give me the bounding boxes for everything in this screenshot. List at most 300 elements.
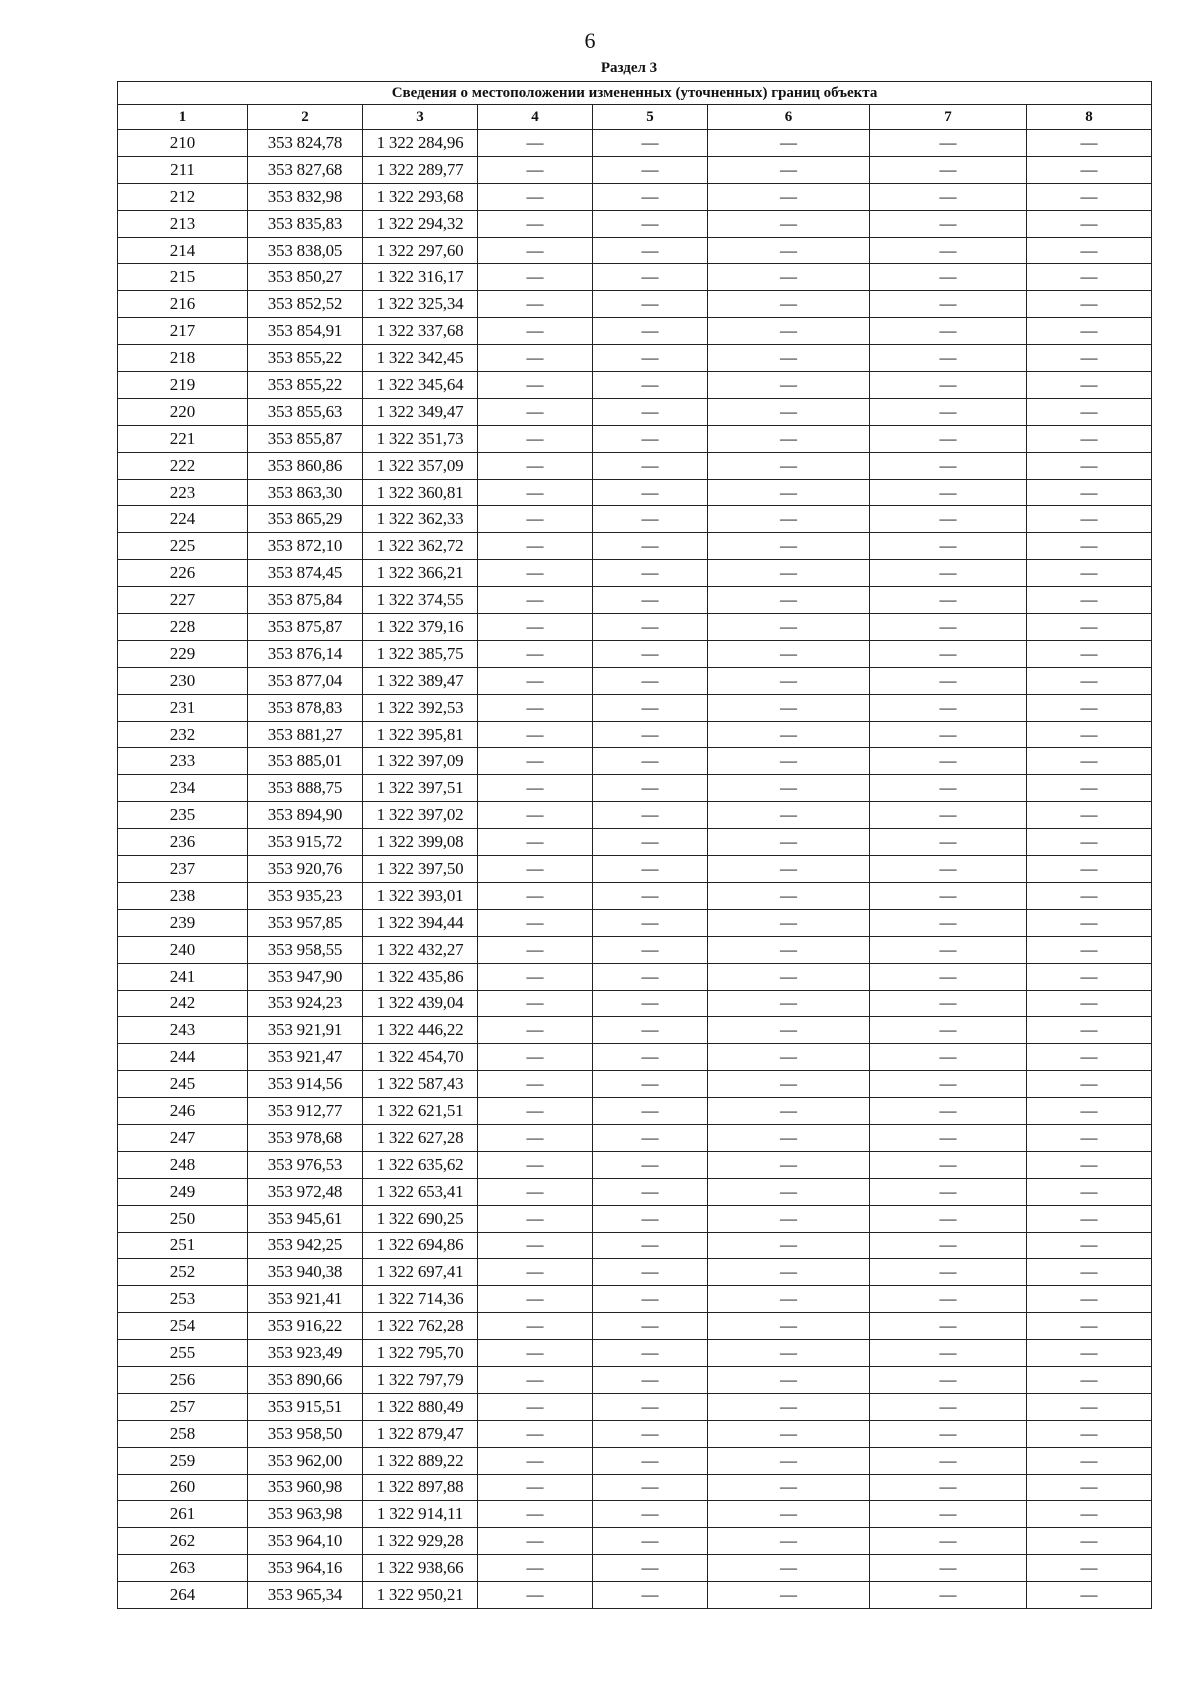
y-coordinate-cell: 1 322 399,08 bbox=[363, 829, 478, 856]
empty-value-cell-col5: — bbox=[593, 802, 708, 829]
y-coordinate-cell: 1 322 797,79 bbox=[363, 1366, 478, 1393]
empty-value-cell-col8: — bbox=[1027, 1044, 1152, 1071]
y-coordinate-cell: 1 322 397,02 bbox=[363, 802, 478, 829]
table-row bbox=[118, 1017, 1152, 1044]
empty-value-cell-col7: — bbox=[870, 1286, 1027, 1313]
empty-value-cell-col6: — bbox=[708, 694, 870, 721]
table-body bbox=[118, 130, 1152, 1609]
empty-value-cell-col5: — bbox=[593, 587, 708, 614]
empty-value-cell-col5: — bbox=[593, 614, 708, 641]
x-coordinate-cell: 353 860,86 bbox=[248, 452, 363, 479]
empty-value-cell-col5: — bbox=[593, 1501, 708, 1528]
y-coordinate-cell: 1 322 439,04 bbox=[363, 990, 478, 1017]
empty-value-cell-col7: — bbox=[870, 1205, 1027, 1232]
y-coordinate-cell: 1 322 297,60 bbox=[363, 237, 478, 264]
empty-value-cell-col7: — bbox=[870, 694, 1027, 721]
x-coordinate-cell: 353 920,76 bbox=[248, 856, 363, 883]
y-coordinate-cell: 1 322 621,51 bbox=[363, 1098, 478, 1125]
empty-value-cell-col5: — bbox=[593, 560, 708, 587]
point-number-cell: 260 bbox=[118, 1474, 248, 1501]
empty-value-cell-col7: — bbox=[870, 1313, 1027, 1340]
empty-value-cell-col6: — bbox=[708, 936, 870, 963]
table-row bbox=[118, 425, 1152, 452]
y-coordinate-cell: 1 322 879,47 bbox=[363, 1420, 478, 1447]
empty-value-cell-col8: — bbox=[1027, 667, 1152, 694]
table-row bbox=[118, 587, 1152, 614]
y-coordinate-cell: 1 322 293,68 bbox=[363, 183, 478, 210]
point-number-cell: 240 bbox=[118, 936, 248, 963]
table-row bbox=[118, 1447, 1152, 1474]
empty-value-cell-col6: — bbox=[708, 237, 870, 264]
empty-value-cell-col4: — bbox=[478, 1447, 593, 1474]
empty-value-cell-col5: — bbox=[593, 1259, 708, 1286]
y-coordinate-cell: 1 322 362,72 bbox=[363, 533, 478, 560]
y-coordinate-cell: 1 322 627,28 bbox=[363, 1124, 478, 1151]
empty-value-cell-col7: — bbox=[870, 748, 1027, 775]
table-row bbox=[118, 1151, 1152, 1178]
empty-value-cell-col8: — bbox=[1027, 560, 1152, 587]
empty-value-cell-col7: — bbox=[870, 990, 1027, 1017]
y-coordinate-cell: 1 322 714,36 bbox=[363, 1286, 478, 1313]
y-coordinate-cell: 1 322 762,28 bbox=[363, 1313, 478, 1340]
table-row bbox=[118, 667, 1152, 694]
empty-value-cell-col5: — bbox=[593, 829, 708, 856]
x-coordinate-cell: 353 852,52 bbox=[248, 291, 363, 318]
empty-value-cell-col4: — bbox=[478, 452, 593, 479]
empty-value-cell-col7: — bbox=[870, 372, 1027, 399]
x-coordinate-cell: 353 921,91 bbox=[248, 1017, 363, 1044]
empty-value-cell-col7: — bbox=[870, 1017, 1027, 1044]
empty-value-cell-col5: — bbox=[593, 1340, 708, 1367]
empty-value-cell-col6: — bbox=[708, 587, 870, 614]
point-number-cell: 245 bbox=[118, 1071, 248, 1098]
y-coordinate-cell: 1 322 385,75 bbox=[363, 640, 478, 667]
table-row bbox=[118, 1420, 1152, 1447]
empty-value-cell-col4: — bbox=[478, 587, 593, 614]
y-coordinate-cell: 1 322 342,45 bbox=[363, 345, 478, 372]
y-coordinate-cell: 1 322 345,64 bbox=[363, 372, 478, 399]
x-coordinate-cell: 353 958,50 bbox=[248, 1420, 363, 1447]
empty-value-cell-col8: — bbox=[1027, 1286, 1152, 1313]
empty-value-cell-col7: — bbox=[870, 1151, 1027, 1178]
empty-value-cell-col7: — bbox=[870, 1501, 1027, 1528]
empty-value-cell-col4: — bbox=[478, 667, 593, 694]
point-number-cell: 214 bbox=[118, 237, 248, 264]
table-row bbox=[118, 1366, 1152, 1393]
table-row bbox=[118, 1582, 1152, 1609]
empty-value-cell-col5: — bbox=[593, 291, 708, 318]
point-number-cell: 258 bbox=[118, 1420, 248, 1447]
table-row bbox=[118, 506, 1152, 533]
table-caption: Сведения о местоположении измененных (уточненных) границ объекта bbox=[118, 82, 1152, 105]
y-coordinate-cell: 1 322 694,86 bbox=[363, 1232, 478, 1259]
point-number-cell: 233 bbox=[118, 748, 248, 775]
column-header-4: 4 bbox=[478, 105, 593, 130]
empty-value-cell-col7: — bbox=[870, 560, 1027, 587]
empty-value-cell-col4: — bbox=[478, 882, 593, 909]
empty-value-cell-col5: — bbox=[593, 533, 708, 560]
x-coordinate-cell: 353 827,68 bbox=[248, 156, 363, 183]
table-row bbox=[118, 156, 1152, 183]
y-coordinate-cell: 1 322 397,50 bbox=[363, 856, 478, 883]
empty-value-cell-col4: — bbox=[478, 1259, 593, 1286]
empty-value-cell-col5: — bbox=[593, 345, 708, 372]
y-coordinate-cell: 1 322 351,73 bbox=[363, 425, 478, 452]
empty-value-cell-col6: — bbox=[708, 506, 870, 533]
empty-value-cell-col4: — bbox=[478, 318, 593, 345]
table-row bbox=[118, 829, 1152, 856]
empty-value-cell-col5: — bbox=[593, 1420, 708, 1447]
point-number-cell: 210 bbox=[118, 130, 248, 157]
y-coordinate-cell: 1 322 389,47 bbox=[363, 667, 478, 694]
table-row bbox=[118, 882, 1152, 909]
point-number-cell: 239 bbox=[118, 909, 248, 936]
page-number: 6 bbox=[584, 28, 596, 53]
empty-value-cell-col8: — bbox=[1027, 1340, 1152, 1367]
table-row bbox=[118, 990, 1152, 1017]
y-coordinate-cell: 1 322 395,81 bbox=[363, 721, 478, 748]
empty-value-cell-col6: — bbox=[708, 990, 870, 1017]
y-coordinate-cell: 1 322 914,11 bbox=[363, 1501, 478, 1528]
y-coordinate-cell: 1 322 795,70 bbox=[363, 1340, 478, 1367]
empty-value-cell-col5: — bbox=[593, 990, 708, 1017]
y-coordinate-cell: 1 322 294,32 bbox=[363, 210, 478, 237]
empty-value-cell-col4: — bbox=[478, 909, 593, 936]
empty-value-cell-col4: — bbox=[478, 398, 593, 425]
empty-value-cell-col7: — bbox=[870, 936, 1027, 963]
empty-value-cell-col7: — bbox=[870, 479, 1027, 506]
empty-value-cell-col4: — bbox=[478, 1393, 593, 1420]
x-coordinate-cell: 353 942,25 bbox=[248, 1232, 363, 1259]
table-row bbox=[118, 1501, 1152, 1528]
x-coordinate-cell: 353 850,27 bbox=[248, 264, 363, 291]
empty-value-cell-col4: — bbox=[478, 1151, 593, 1178]
empty-value-cell-col7: — bbox=[870, 345, 1027, 372]
empty-value-cell-col7: — bbox=[870, 398, 1027, 425]
empty-value-cell-col6: — bbox=[708, 291, 870, 318]
x-coordinate-cell: 353 935,23 bbox=[248, 882, 363, 909]
point-number-cell: 249 bbox=[118, 1178, 248, 1205]
empty-value-cell-col4: — bbox=[478, 291, 593, 318]
empty-value-cell-col7: — bbox=[870, 425, 1027, 452]
empty-value-cell-col4: — bbox=[478, 425, 593, 452]
table-row bbox=[118, 479, 1152, 506]
empty-value-cell-col6: — bbox=[708, 1286, 870, 1313]
empty-value-cell-col6: — bbox=[708, 721, 870, 748]
empty-value-cell-col5: — bbox=[593, 479, 708, 506]
y-coordinate-cell: 1 322 379,16 bbox=[363, 614, 478, 641]
y-coordinate-cell: 1 322 360,81 bbox=[363, 479, 478, 506]
column-header-6: 6 bbox=[708, 105, 870, 130]
y-coordinate-cell: 1 322 337,68 bbox=[363, 318, 478, 345]
x-coordinate-cell: 353 855,87 bbox=[248, 425, 363, 452]
empty-value-cell-col6: — bbox=[708, 130, 870, 157]
empty-value-cell-col4: — bbox=[478, 183, 593, 210]
table-row bbox=[118, 560, 1152, 587]
x-coordinate-cell: 353 912,77 bbox=[248, 1098, 363, 1125]
x-coordinate-cell: 353 872,10 bbox=[248, 533, 363, 560]
empty-value-cell-col5: — bbox=[593, 237, 708, 264]
table-row bbox=[118, 1044, 1152, 1071]
empty-value-cell-col7: — bbox=[870, 1447, 1027, 1474]
empty-value-cell-col5: — bbox=[593, 1178, 708, 1205]
empty-value-cell-col6: — bbox=[708, 533, 870, 560]
y-coordinate-cell: 1 322 587,43 bbox=[363, 1071, 478, 1098]
empty-value-cell-col5: — bbox=[593, 264, 708, 291]
empty-value-cell-col8: — bbox=[1027, 829, 1152, 856]
point-number-cell: 250 bbox=[118, 1205, 248, 1232]
empty-value-cell-col6: — bbox=[708, 1340, 870, 1367]
table-row bbox=[118, 264, 1152, 291]
table-row bbox=[118, 533, 1152, 560]
empty-value-cell-col4: — bbox=[478, 1178, 593, 1205]
table-row bbox=[118, 1205, 1152, 1232]
empty-value-cell-col7: — bbox=[870, 183, 1027, 210]
x-coordinate-cell: 353 964,10 bbox=[248, 1528, 363, 1555]
x-coordinate-cell: 353 888,75 bbox=[248, 775, 363, 802]
y-coordinate-cell: 1 322 392,53 bbox=[363, 694, 478, 721]
empty-value-cell-col8: — bbox=[1027, 614, 1152, 641]
empty-value-cell-col4: — bbox=[478, 479, 593, 506]
empty-value-cell-col4: — bbox=[478, 963, 593, 990]
empty-value-cell-col6: — bbox=[708, 640, 870, 667]
empty-value-cell-col4: — bbox=[478, 1232, 593, 1259]
empty-value-cell-col8: — bbox=[1027, 963, 1152, 990]
x-coordinate-cell: 353 881,27 bbox=[248, 721, 363, 748]
empty-value-cell-col4: — bbox=[478, 210, 593, 237]
empty-value-cell-col6: — bbox=[708, 560, 870, 587]
x-coordinate-cell: 353 976,53 bbox=[248, 1151, 363, 1178]
x-coordinate-cell: 353 855,22 bbox=[248, 372, 363, 399]
table-row bbox=[118, 1098, 1152, 1125]
empty-value-cell-col4: — bbox=[478, 130, 593, 157]
empty-value-cell-col6: — bbox=[708, 156, 870, 183]
empty-value-cell-col7: — bbox=[870, 614, 1027, 641]
point-number-cell: 247 bbox=[118, 1124, 248, 1151]
empty-value-cell-col7: — bbox=[870, 963, 1027, 990]
empty-value-cell-col4: — bbox=[478, 1340, 593, 1367]
empty-value-cell-col7: — bbox=[870, 1528, 1027, 1555]
table-row bbox=[118, 1340, 1152, 1367]
empty-value-cell-col7: — bbox=[870, 775, 1027, 802]
empty-value-cell-col7: — bbox=[870, 667, 1027, 694]
x-coordinate-cell: 353 924,23 bbox=[248, 990, 363, 1017]
empty-value-cell-col7: — bbox=[870, 1555, 1027, 1582]
x-coordinate-cell: 353 876,14 bbox=[248, 640, 363, 667]
empty-value-cell-col4: — bbox=[478, 640, 593, 667]
empty-value-cell-col5: — bbox=[593, 1555, 708, 1582]
empty-value-cell-col7: — bbox=[870, 1124, 1027, 1151]
empty-value-cell-col6: — bbox=[708, 748, 870, 775]
y-coordinate-cell: 1 322 432,27 bbox=[363, 936, 478, 963]
x-coordinate-cell: 353 962,00 bbox=[248, 1447, 363, 1474]
empty-value-cell-col7: — bbox=[870, 1232, 1027, 1259]
empty-value-cell-col8: — bbox=[1027, 1420, 1152, 1447]
empty-value-cell-col6: — bbox=[708, 425, 870, 452]
empty-value-cell-col4: — bbox=[478, 694, 593, 721]
empty-value-cell-col5: — bbox=[593, 1313, 708, 1340]
empty-value-cell-col7: — bbox=[870, 210, 1027, 237]
table-row bbox=[118, 210, 1152, 237]
empty-value-cell-col7: — bbox=[870, 1582, 1027, 1609]
empty-value-cell-col8: — bbox=[1027, 1501, 1152, 1528]
point-number-cell: 226 bbox=[118, 560, 248, 587]
empty-value-cell-col5: — bbox=[593, 694, 708, 721]
table-row bbox=[118, 318, 1152, 345]
table-row bbox=[118, 748, 1152, 775]
empty-value-cell-col5: — bbox=[593, 156, 708, 183]
empty-value-cell-col7: — bbox=[870, 1044, 1027, 1071]
point-number-cell: 263 bbox=[118, 1555, 248, 1582]
empty-value-cell-col4: — bbox=[478, 237, 593, 264]
empty-value-cell-col8: — bbox=[1027, 1447, 1152, 1474]
empty-value-cell-col6: — bbox=[708, 345, 870, 372]
x-coordinate-cell: 353 863,30 bbox=[248, 479, 363, 506]
empty-value-cell-col6: — bbox=[708, 1124, 870, 1151]
table-row bbox=[118, 130, 1152, 157]
empty-value-cell-col5: — bbox=[593, 398, 708, 425]
empty-value-cell-col8: — bbox=[1027, 1366, 1152, 1393]
y-coordinate-cell: 1 322 950,21 bbox=[363, 1582, 478, 1609]
empty-value-cell-col6: — bbox=[708, 667, 870, 694]
empty-value-cell-col7: — bbox=[870, 1259, 1027, 1286]
point-number-cell: 229 bbox=[118, 640, 248, 667]
table-row bbox=[118, 452, 1152, 479]
y-coordinate-cell: 1 322 357,09 bbox=[363, 452, 478, 479]
empty-value-cell-col4: — bbox=[478, 802, 593, 829]
point-number-cell: 224 bbox=[118, 506, 248, 533]
empty-value-cell-col8: — bbox=[1027, 1178, 1152, 1205]
empty-value-cell-col7: — bbox=[870, 829, 1027, 856]
empty-value-cell-col4: — bbox=[478, 264, 593, 291]
point-number-cell: 238 bbox=[118, 882, 248, 909]
empty-value-cell-col5: — bbox=[593, 1366, 708, 1393]
empty-value-cell-col5: — bbox=[593, 640, 708, 667]
empty-value-cell-col7: — bbox=[870, 506, 1027, 533]
point-number-cell: 264 bbox=[118, 1582, 248, 1609]
x-coordinate-cell: 353 964,16 bbox=[248, 1555, 363, 1582]
empty-value-cell-col5: — bbox=[593, 1232, 708, 1259]
empty-value-cell-col7: — bbox=[870, 237, 1027, 264]
table-row bbox=[118, 1124, 1152, 1151]
point-number-cell: 262 bbox=[118, 1528, 248, 1555]
point-number-cell: 220 bbox=[118, 398, 248, 425]
empty-value-cell-col8: — bbox=[1027, 291, 1152, 318]
empty-value-cell-col5: — bbox=[593, 963, 708, 990]
empty-value-cell-col8: — bbox=[1027, 587, 1152, 614]
x-coordinate-cell: 353 947,90 bbox=[248, 963, 363, 990]
empty-value-cell-col8: — bbox=[1027, 479, 1152, 506]
empty-value-cell-col8: — bbox=[1027, 1474, 1152, 1501]
empty-value-cell-col4: — bbox=[478, 1501, 593, 1528]
table-row bbox=[118, 640, 1152, 667]
empty-value-cell-col8: — bbox=[1027, 802, 1152, 829]
x-coordinate-cell: 353 921,41 bbox=[248, 1286, 363, 1313]
empty-value-cell-col6: — bbox=[708, 1044, 870, 1071]
x-coordinate-cell: 353 978,68 bbox=[248, 1124, 363, 1151]
empty-value-cell-col4: — bbox=[478, 1555, 593, 1582]
point-number-cell: 223 bbox=[118, 479, 248, 506]
x-coordinate-cell: 353 885,01 bbox=[248, 748, 363, 775]
empty-value-cell-col4: — bbox=[478, 775, 593, 802]
empty-value-cell-col4: — bbox=[478, 1044, 593, 1071]
empty-value-cell-col8: — bbox=[1027, 183, 1152, 210]
empty-value-cell-col5: — bbox=[593, 1447, 708, 1474]
empty-value-cell-col4: — bbox=[478, 1474, 593, 1501]
empty-value-cell-col4: — bbox=[478, 533, 593, 560]
empty-value-cell-col4: — bbox=[478, 345, 593, 372]
point-number-cell: 242 bbox=[118, 990, 248, 1017]
section-title: Раздел 3 bbox=[600, 60, 658, 76]
x-coordinate-cell: 353 832,98 bbox=[248, 183, 363, 210]
empty-value-cell-col4: — bbox=[478, 560, 593, 587]
point-number-cell: 243 bbox=[118, 1017, 248, 1044]
x-coordinate-cell: 353 890,66 bbox=[248, 1366, 363, 1393]
x-coordinate-cell: 353 915,72 bbox=[248, 829, 363, 856]
empty-value-cell-col7: — bbox=[870, 721, 1027, 748]
point-number-cell: 217 bbox=[118, 318, 248, 345]
empty-value-cell-col6: — bbox=[708, 1501, 870, 1528]
empty-value-cell-col4: — bbox=[478, 1017, 593, 1044]
y-coordinate-cell: 1 322 446,22 bbox=[363, 1017, 478, 1044]
table-row bbox=[118, 1393, 1152, 1420]
x-coordinate-cell: 353 875,87 bbox=[248, 614, 363, 641]
empty-value-cell-col5: — bbox=[593, 1124, 708, 1151]
table-row bbox=[118, 1259, 1152, 1286]
empty-value-cell-col8: — bbox=[1027, 1259, 1152, 1286]
empty-value-cell-col5: — bbox=[593, 1071, 708, 1098]
empty-value-cell-col6: — bbox=[708, 1420, 870, 1447]
empty-value-cell-col5: — bbox=[593, 506, 708, 533]
table-row bbox=[118, 963, 1152, 990]
y-coordinate-cell: 1 322 349,47 bbox=[363, 398, 478, 425]
empty-value-cell-col5: — bbox=[593, 909, 708, 936]
empty-value-cell-col4: — bbox=[478, 156, 593, 183]
y-coordinate-cell: 1 322 897,88 bbox=[363, 1474, 478, 1501]
empty-value-cell-col5: — bbox=[593, 936, 708, 963]
empty-value-cell-col8: — bbox=[1027, 318, 1152, 345]
empty-value-cell-col6: — bbox=[708, 802, 870, 829]
y-coordinate-cell: 1 322 697,41 bbox=[363, 1259, 478, 1286]
table-row bbox=[118, 694, 1152, 721]
empty-value-cell-col6: — bbox=[708, 775, 870, 802]
x-coordinate-cell: 353 940,38 bbox=[248, 1259, 363, 1286]
empty-value-cell-col8: — bbox=[1027, 748, 1152, 775]
empty-value-cell-col5: — bbox=[593, 130, 708, 157]
y-coordinate-cell: 1 322 289,77 bbox=[363, 156, 478, 183]
empty-value-cell-col7: — bbox=[870, 1393, 1027, 1420]
empty-value-cell-col8: — bbox=[1027, 1555, 1152, 1582]
empty-value-cell-col5: — bbox=[593, 452, 708, 479]
empty-value-cell-col8: — bbox=[1027, 398, 1152, 425]
y-coordinate-cell: 1 322 454,70 bbox=[363, 1044, 478, 1071]
x-coordinate-cell: 353 963,98 bbox=[248, 1501, 363, 1528]
empty-value-cell-col4: — bbox=[478, 829, 593, 856]
empty-value-cell-col4: — bbox=[478, 1286, 593, 1313]
empty-value-cell-col7: — bbox=[870, 318, 1027, 345]
point-number-cell: 237 bbox=[118, 856, 248, 883]
empty-value-cell-col8: — bbox=[1027, 372, 1152, 399]
x-coordinate-cell: 353 915,51 bbox=[248, 1393, 363, 1420]
column-header-1: 1 bbox=[118, 105, 248, 130]
point-number-cell: 212 bbox=[118, 183, 248, 210]
table-row bbox=[118, 936, 1152, 963]
point-number-cell: 236 bbox=[118, 829, 248, 856]
x-coordinate-cell: 353 838,05 bbox=[248, 237, 363, 264]
table-row bbox=[118, 856, 1152, 883]
y-coordinate-cell: 1 322 366,21 bbox=[363, 560, 478, 587]
table-row bbox=[118, 909, 1152, 936]
